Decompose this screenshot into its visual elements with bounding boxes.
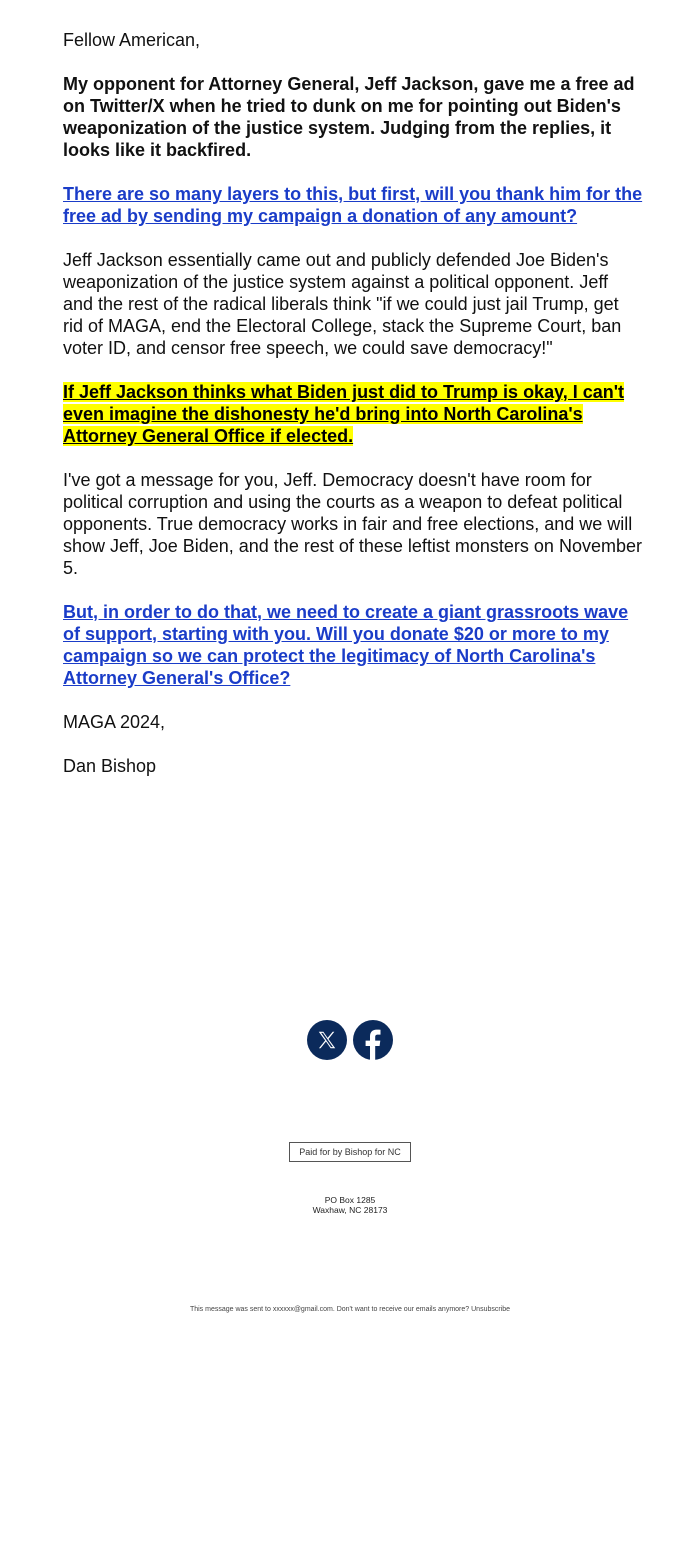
footer-notice bbox=[0, 1305, 700, 1315]
facebook-button[interactable] bbox=[353, 1020, 393, 1060]
address-line-1: PO Box 1285 bbox=[324, 1195, 376, 1205]
highlighted-link[interactable]: If Jeff Jackson thinks what Biden just did to Trump is okay, I can't even imagine the dishonesty he'd bring into North Carolina's Attorney General Office if elected. bbox=[63, 382, 625, 446]
donate-20-link[interactable]: But, in order to do that, we need to create a giant grassroots wave of support, starting with you. Will you donate $20 or more to my campaign so we can protect the legitimacy of North Carolina's Attorney General's Office? bbox=[63, 602, 629, 688]
x-twitter-button[interactable] bbox=[307, 1020, 347, 1060]
message-paragraph: I've got a message for you, Jeff. Democracy doesn't have room for political corruption and using the courts as a weapon to defeat political opponents. True democracy works in fair and free elections, and we will show Jeff, Joe Biden, and the rest of these leftist monsters on November 5. bbox=[63, 470, 642, 578]
social-links bbox=[0, 1020, 700, 1060]
email-body bbox=[63, 29, 643, 799]
defended-paragraph: Jeff Jackson essentially came out and publicly defended Joe Biden's weaponization of the justice system against a political opponent. Jeff and the rest of the radical liberals think "if we could just jail Trump, get rid of MAGA, end the Electoral College, stack the Supreme Court, ban voter ID, and censor free speech, we could save democracy!" bbox=[63, 250, 622, 358]
facebook-icon bbox=[353, 1020, 393, 1060]
greeting: Fellow American, bbox=[63, 30, 201, 50]
unsubscribe-link[interactable]: Unsubscribe bbox=[471, 1306, 511, 1313]
intro-paragraph: My opponent for Attorney General, Jeff Jackson, gave me a free ad on Twitter/X when he tried to dunk on me for pointing out Biden's weaponization of the justice system. Judging from the replies, it looks like it backfired. bbox=[63, 74, 635, 160]
thank-donate-link[interactable]: There are so many layers to this, but first, will you thank him for the free ad by sending my campaign a donation of any amount? bbox=[63, 184, 643, 226]
signature: Dan Bishop bbox=[63, 756, 157, 776]
sent-to-text: This message was sent to xxxxxx@gmail.com. Don't want to receive our emails anymore? bbox=[189, 1306, 470, 1313]
paid-for-disclaimer: Paid for by Bishop for NC bbox=[289, 1142, 411, 1162]
address-line-2: Waxhaw, NC 28173 bbox=[312, 1205, 388, 1215]
mailing-address bbox=[0, 1195, 700, 1215]
x-twitter-icon bbox=[316, 1029, 338, 1051]
signoff: MAGA 2024, bbox=[63, 712, 166, 732]
